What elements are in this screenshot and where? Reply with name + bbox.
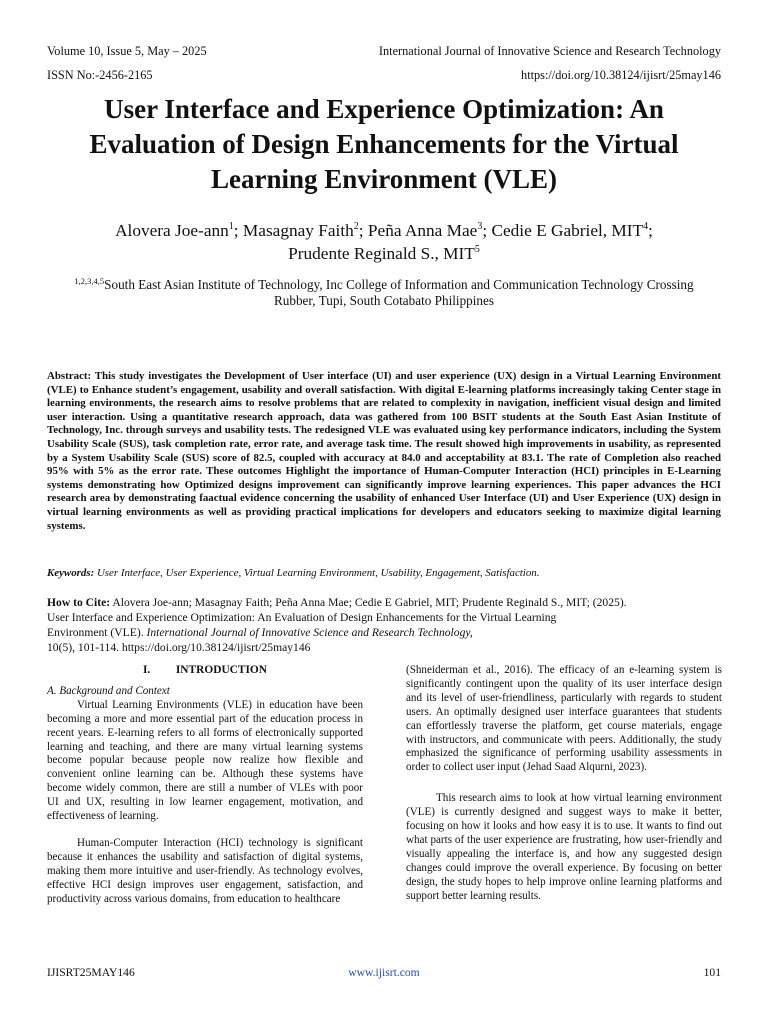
author: Prudente Reginald S., MIT — [288, 244, 475, 263]
journal-name: International Journal of Innovative Science and Research Technology — [378, 44, 721, 58]
left-column — [47, 664, 363, 907]
keywords — [47, 567, 721, 581]
keywords-text: User Interface, User Experience, Virtual Learning Environment, Usability, Engagement, Satisfaction. — [96, 567, 540, 579]
section-heading: I. INTRODUCTION — [142, 664, 268, 676]
citation-line: User Interface and Experience Optimization: An Evaluation of Design Enhancements for the Virtual Learning — [47, 611, 557, 624]
paper-title: User Interface and Experience Optimization: An Evaluation of Design Enhancements for the Virtual Learning Environment (VLE) — [89, 94, 679, 194]
citation-doi[interactable]: 10(5), 101-114. https://doi.org/10.38124/ijisrt/25may146 — [47, 641, 311, 654]
affiliation-text: South East Asian Institute of Technology, Inc College of Information and Communication Technology Crossing Rubber, Tupi, South Cotabato Philippines — [104, 277, 694, 308]
body-paragraph: (Shneiderman et al., 2016). The efficacy of an e-learning system is significantly contingent upon the quality of its user interface design and its level of user-friendliness, particularly with regards to student users. An optimally designed user interface guarantees that students can effortlessly traverse the platform, get course materials, engage with instructors, and communicate with peers. Additionally, the study emphasized the significance of performing usability assessments in order to collect user input (Jehad Saad Alqurni, 2023). — [406, 664, 722, 774]
author: Cedie E Gabriel, MIT — [491, 221, 644, 240]
author-sup: 2 — [353, 221, 359, 232]
author-sup: 4 — [643, 221, 649, 232]
body-paragraph: This research aims to look at how virtual learning environment (VLE) is currently designed and suggest ways to make it better, focusing on how it looks and how easy it is to use. It wants to find out what parts of the user experience are frustrating, how user-friendly and visually appealing the interface is, and how any suggested design changes could improve the overall experience. By focusing on better design, the study hopes to help improve online learning platforms and support better learning results. — [406, 792, 722, 902]
citation-line: Environment (VLE). — [47, 626, 147, 639]
author-sup: 1 — [228, 221, 234, 232]
volume-info: Volume 10, Issue 5, May – 2025 — [47, 44, 207, 58]
citation-journal: International Journal of Innovative Science and Research Technology, — [146, 626, 473, 639]
author-list: Alovera Joe-ann$^1$; Masagnay Faith$^2$; Peña Anna Mae$^3$; Cedie E Gabriel, MIT$^4$; Prudente Reginald S., MIT$^5$ — [115, 221, 653, 263]
author-sup: 3 — [477, 221, 483, 232]
author: Peña Anna Mae — [367, 221, 478, 240]
citation-label: How to Cite: — [47, 596, 111, 609]
footer-code: IJISRT25MAY146 — [47, 966, 135, 979]
subsection-heading: A. Background and Context — [47, 684, 170, 697]
body-paragraph: Human-Computer Interaction (HCI) technology is significant because it enhances the usability and satisfaction of digital systems, making them more intuitive and user-friendly. As technology evolves, effective HCI design improves user engagement, satisfaction, and productivity across various domains, from education to healthcare — [47, 836, 363, 905]
keywords-label: Keywords: — [47, 567, 95, 579]
author: Alovera Joe-ann — [115, 221, 229, 240]
citation-line: Alovera Joe-ann; Masagnay Faith; Peña Anna Mae; Cedie E Gabriel, MIT; Prudente Reginald S., MIT; (2025). — [112, 596, 627, 609]
author-sup: 5 — [474, 244, 480, 255]
footer-site-link[interactable]: www.ijisrt.com — [348, 966, 420, 979]
abstract: Abstract: This study investigates the Development of User interface (UI) and user experience (UX) design in a Virtual Learning Environment (VLE) to Enhance student’s engagement, usability and overall satisfaction. With digital E-learning platforms increasingly taking Center stage in learning environments, the research aims to resolve problems that are related to complexity in navigation, inefficient visual design and limited user interaction. Using a quantitative research approach, data was gathered from 100 BSIT students at the South East Asian Institute of Technology, Inc. through surveys and usability tests. The redesigned VLE was evaluated using key performance indicators, including the System Usability Scale (SUS), task completion rate, error rate, and average task time. The result showed high improvements in usability, as represented by a System Usability Scale (SUS) score of 82.5, coupled with accuracy at 84.0 and acceptability at 83.1. The rate of Completion also reached 95% with 5% as the error rate. These outcomes Highlight the importance of Human-Computer Interaction (HCI) principles in E-Learning systems demonstrating how Optimized designs improvement can significantly improve learning experiences. This paper advances the HCI research area by demonstrating faactual evidence concerning the usability of enhanced User Interface (UI) and User Experience (UX) design in virtual learning environments as well as providing practical implications for developers and educators seeking to maximize digital learning systems. — [47, 370, 721, 532]
issn: ISSN No:-2456-2165 — [47, 68, 153, 82]
body-paragraph: Virtual Learning Environments (VLE) in education have been becoming a more and more essential part of the education process in recent years. E-learning refers to all forms of electronically supported learning and teaching, and there are many virtual learning systems become popular because people now realize how flexible and convenient online learning can be. Although these systems have become widely common, there are still a number of VLEs with poor UI and UX, resulting in low learner engagement, motivation, and effectiveness of learning. — [47, 698, 363, 823]
right-column — [406, 664, 722, 904]
author: Masagnay Faith — [242, 221, 354, 240]
page-number: 101 — [703, 966, 721, 979]
citation — [47, 595, 728, 655]
header-doi[interactable]: https://doi.org/10.38124/ijisrt/25may146 — [521, 68, 721, 82]
affiliation-sup: 1,2,3,4,5 — [74, 276, 105, 286]
affiliation — [60, 277, 708, 309]
